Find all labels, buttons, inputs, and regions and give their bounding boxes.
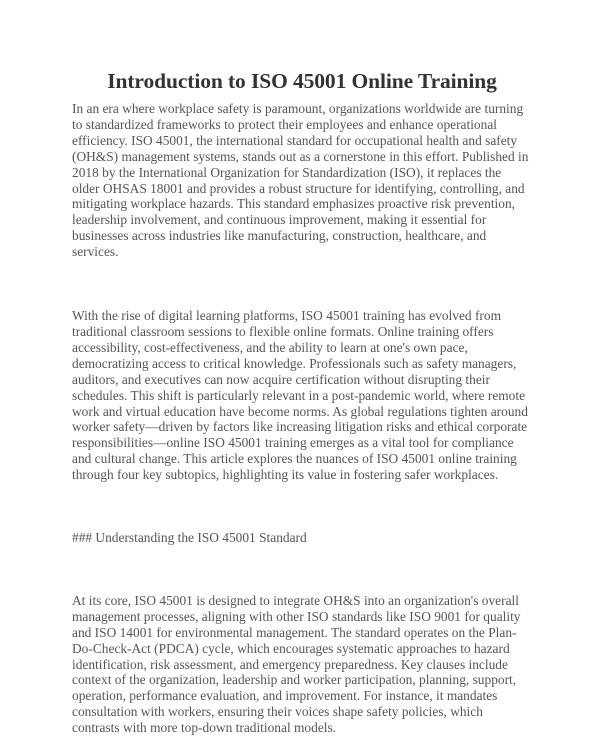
paragraph-spacer [72, 546, 532, 593]
intro-paragraph-1: In an era where workplace safety is paramount, organizations worldwide are turning to standardized frameworks to protect their employees and enhance operational efficiency. ISO 45001, the international standard for occupational health and safety (OH&S) management systems, stands out as a cornerstone in this effort. Published in 2018 by the International Organization for Standardization (ISO), it replaces the older OHSAS 18001 and provides a robust structure for identifying, controlling, and mitigating workplace hazards. This standard emphasizes proactive risk prevention, leadership involvement, and continuous improvement, making it essential for businesses across industries like manufacturing, construction, healthcare, and services. [72, 101, 529, 260]
paragraph-spacer [72, 483, 532, 530]
intro-paragraph-2: With the rise of digital learning platforms, ISO 45001 training has evolved from traditional classroom sessions to flexible online formats. Online training offers accessibility, cost-effectiveness, and the ability to learn at one's own pace, democratizing access to critical knowledge. Professionals such as safety managers, auditors, and executives can now acquire certification without disrupting their schedules. This shift is particularly relevant in a post-pandemic world, where remote work and virtual education have become norms. As global regulations tighten around worker safety—driven by factors like increasing litigation risks and ethical corporate responsibilities—online ISO 45001 training emerges as a vital tool for compliance and cultural change. This article explores the nuances of ISO 45001 online training through four key subtopics, highlighting its value in fostering safer workplaces. [72, 308, 528, 483]
paragraph-spacer [72, 260, 532, 308]
section-paragraph: At its core, ISO 45001 is designed to integrate OH&S into an organization's overall management processes, aligning with other ISO standards like ISO 9001 for quality and ISO 14001 for environmental management. The standard operates on the Plan-Do-Check-Act (PDCA) cycle, which encourages systematic approaches to hazard identification, risk assessment, and emergency preparedness. Key clauses include context of the organization, leadership and worker participation, planning, support, operation, performance evaluation, and improvement. For instance, it mandates consultation with workers, ensuring their voices shape safety policies, which contrasts with more top-down traditional models. [72, 592, 521, 736]
document-page [72, 68, 532, 736]
document-title: Introduction to ISO 45001 Online Training [107, 69, 497, 93]
section-heading: ### Understanding the ISO 45001 Standard [72, 530, 307, 546]
